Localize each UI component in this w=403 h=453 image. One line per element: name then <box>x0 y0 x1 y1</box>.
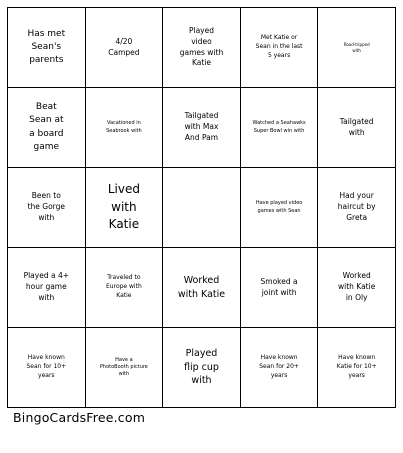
cell-text: Beat Sean at a board game <box>29 102 64 152</box>
bingo-cell-r3c5[interactable] <box>318 168 396 248</box>
bingo-cell-r2c2[interactable] <box>86 88 164 168</box>
cell-text: Vacationed in Seabrook with <box>106 120 142 134</box>
cell-text: Smoked a joint with <box>260 276 298 297</box>
bingo-cell-r1c5[interactable] <box>318 8 396 88</box>
bingo-cell-r5c2[interactable] <box>86 328 164 408</box>
cell-text: Worked with Katie in Oly <box>338 271 376 302</box>
bingo-cell-r2c4[interactable] <box>241 88 319 168</box>
cell-text: Tailgated with <box>339 116 374 137</box>
cell-text: Has met Sean's parents <box>27 28 66 66</box>
cell-text: Had your haircut by Greta <box>337 191 376 222</box>
cell-text: Road-tripped with <box>343 41 370 53</box>
bingo-cell-r1c1[interactable] <box>8 8 86 88</box>
bingo-cell-r2c5[interactable] <box>318 88 396 168</box>
cell-text: Played video games with Katie <box>179 25 224 68</box>
cell-text: Have played video games with Sean <box>255 200 303 214</box>
bingo-grid <box>7 7 396 408</box>
cell-text: Lived with Katie <box>107 182 140 232</box>
bingo-cell-r5c5[interactable] <box>318 328 396 408</box>
cell-text: Traveled to Europe with Katie <box>106 274 142 299</box>
cell-text: Have a PhotoBooth picture with <box>99 356 148 378</box>
cell-text: Have known Sean for 20+ years <box>259 354 299 379</box>
bingo-cell-r5c1[interactable] <box>8 328 86 408</box>
site-brand-footer: BingoCardsFree.com <box>13 410 146 425</box>
bingo-cell-r1c3[interactable] <box>163 8 241 88</box>
bingo-cell-r4c3[interactable] <box>163 248 241 328</box>
bingo-cell-r4c1[interactable] <box>8 248 86 328</box>
bingo-cell-r4c2[interactable] <box>86 248 164 328</box>
cell-text: Been to the Gorge with <box>27 191 65 222</box>
bingo-cell-r5c4[interactable] <box>241 328 319 408</box>
cell-text: Met Katie or Sean in the last 5 years <box>255 34 303 59</box>
cell-text: Worked with Katie <box>177 274 226 300</box>
bingo-cell-r3c1[interactable] <box>8 168 86 248</box>
cell-text: Played flip cup with <box>184 347 219 387</box>
bingo-cell-r1c2[interactable] <box>86 8 164 88</box>
cell-text: Tailgated with Max And Pam <box>184 111 219 142</box>
bingo-cell-free-space[interactable] <box>163 168 241 248</box>
bingo-cell-r3c2[interactable] <box>86 168 164 248</box>
bingo-cell-r2c1[interactable] <box>8 88 86 168</box>
cell-text: Watched a Seahawks Super Bowl win with <box>252 120 306 134</box>
cell-text: Have known Sean for 10+ years <box>26 354 67 379</box>
bingo-card <box>7 7 403 409</box>
cell-text: Have known Katie for 10+ years <box>336 354 377 379</box>
bingo-cell-r5c3[interactable] <box>163 328 241 408</box>
cell-text: 4/20 Camped <box>108 36 140 57</box>
bingo-cell-r3c4[interactable] <box>241 168 319 248</box>
bingo-cell-r4c5[interactable] <box>318 248 396 328</box>
cell-text: Played a 4+ hour game with <box>23 271 70 302</box>
bingo-cell-r4c4[interactable] <box>241 248 319 328</box>
bingo-cell-r2c3[interactable] <box>163 88 241 168</box>
bingo-cell-r1c4[interactable] <box>241 8 319 88</box>
